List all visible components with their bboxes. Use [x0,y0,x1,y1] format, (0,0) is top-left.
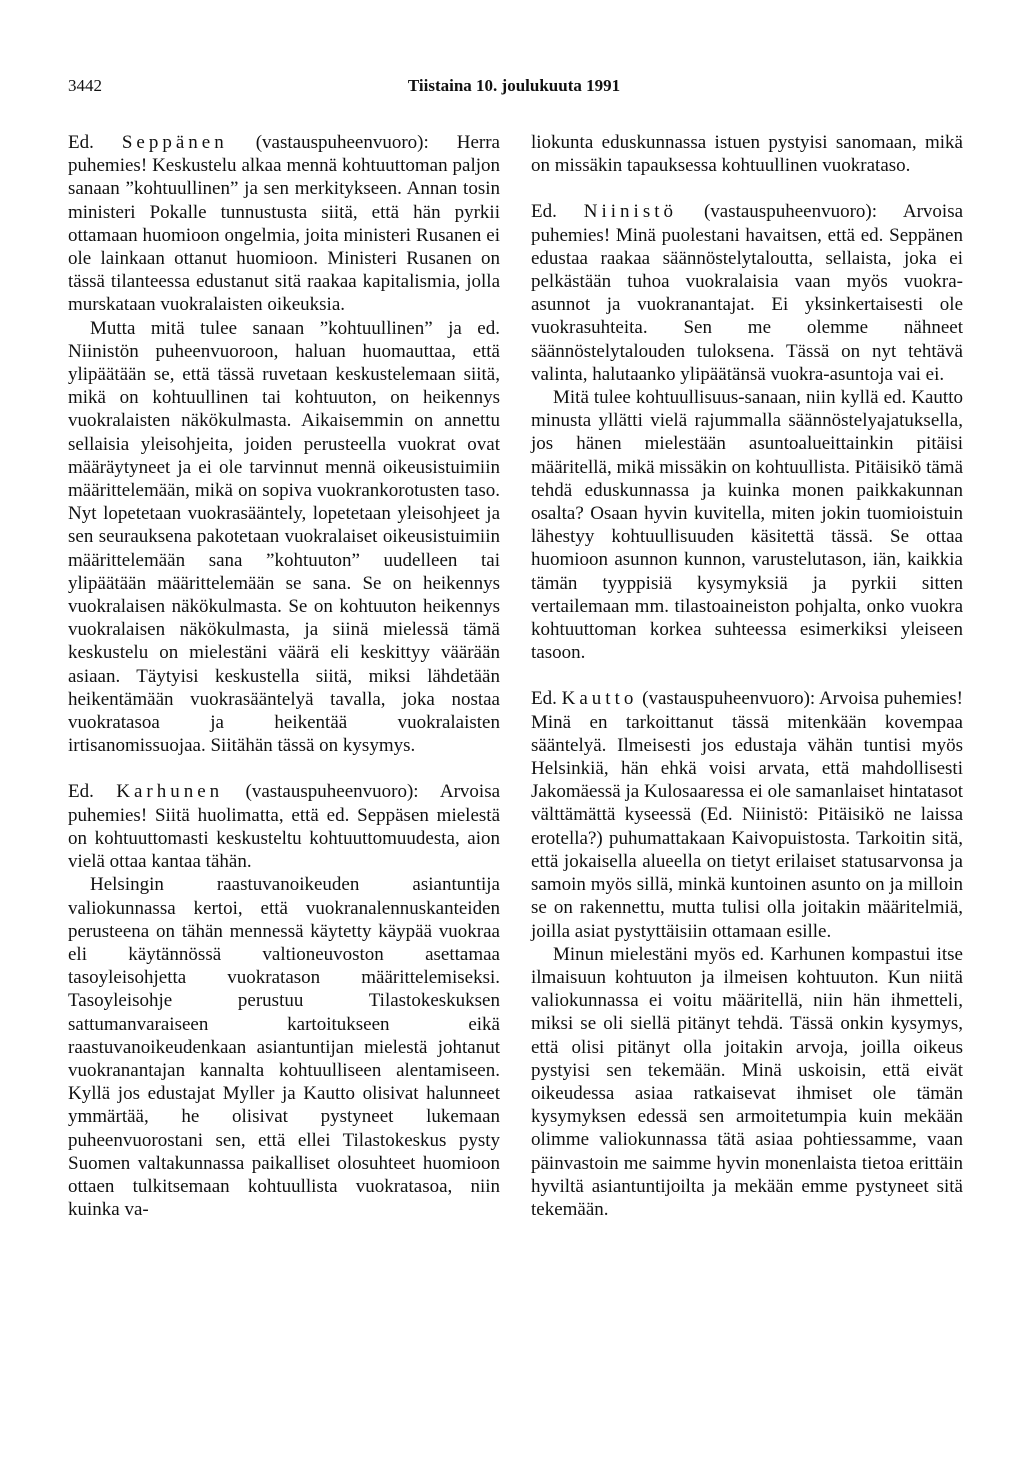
speaker-role: (vastauspuheenvuoro): [642,688,816,710]
body-paragraph: Mitä tulee kohtuullisuus-sanaan, niin kyllä ed. Kautto minusta yllätti vielä rajummalla säännöstelyajatuksella, jos hänen mielestään asuntoalueittainkin pitäisi määritellä, mikä missäkin on kohtuullista. Pitäisikö tämä tehdä eduskunnassa ja kuinka monen paikkakunnan osalta? Osaan hyvin kuvitella, miten jokin tuomioistuin lähestyy kohtuullisuuden käsitettä tässä. Se ottaa huomioon asunnon kunnon, varustelutason, iän, kaikkia tämän tyyppisiä kysymyksiä ja pyrkii sitten vertailemaan mm. tilastoaineiston pohjalta, onko vuokra kohtuuttoman korkea suhteessa esimerkiksi yleiseen tasoon. [531,387,963,664]
body-paragraph: Minun mielestäni myös ed. Karhunen kompastui itse ilmaisuun kohtuuton ja ilmeisen kohtuuton. Kun niitä valiokunnassa ei voitu määritellä, niin hän ihmetteli, miksi se oli siellä pitänyt tehdä. Tässä onkin kysymys, että olisi pitänyt olla joitakin arvoja, joilla oikeus pystyisi sen tekemään. Minä uskoisin, että eivät oikeudessa asiaa ratkaisevat ihmiset ole tämän kysymyksen edessä sen armoitetumpia kuin mekään olimme valiokunnassa tätä asiaa pohtiessamme, vaan päinvastoin me saimme hyvin monenlaista tietoa erittäin hyviltä asiantuntijoilta ja mekään emme pystyneet sitä tekemään. [531,943,963,1220]
page-number: 3442 [68,76,102,95]
speech-paragraph [68,780,500,873]
paragraph-text: Herra puhemies! Keskustelu alkaa mennä kohtuuttoman paljon sanaan ”kohtuullinen” ja sen merkitykseen. Annan tosin ministeri Pokalle tunnustusta siitä, että hän pyrkii ottamaan huomioon ongelmia, joita ministeri Rusanen ei ole lainkaan ottanut huomioon. Ministeri Rusanen on tässä tilanteessa edustanut sitä raakaa kapitalismia, jolla murskataan vuokralaisten oikeuksia. [68,132,500,316]
speech-paragraph [68,131,500,317]
speaker-role: (vastauspuheenvuoro): [245,781,419,803]
speech-paragraph [531,687,963,942]
speaker-name: Niinistö [583,201,678,223]
speech-paragraph [531,200,963,386]
page-header [68,76,960,100]
paragraph-text: Arvoisa puhemies! Siitä huolimatta, että ed. Seppäsen mielestä on kohtuuttomasti keskusteltu kohtuuttomuudesta, aion vielä ottaa kantaa tähän. [68,781,501,873]
running-head-date: Tiistaina 10. joulukuuta 1991 [407,76,621,95]
speaker-role: (vastauspuheenvuoro): [255,132,429,153]
body-paragraph: Mutta mitä tulee sanaan ”kohtuullinen” ja ed. Niinistön puheenvuoroon, haluan huomauttaa, että ylipäätään se, että tässä ruvetaan keskustelemaan siitä, mikä on kohtuullinen tai kohtuuton, on heikennys vuokralaisten näkökulmasta. Aikaisemmin on annettu sellaisia yleisohjeita, joiden perusteella vuokrat ovat määräytyneet ja ei ole tarvinnut mennä oikeusistuimiin määrittelemään, mikä on sopiva vuokrankorotusten taso. Nyt lopetetaan vuokrasääntely, lopetetaan yleisohjeet ja sen seurauksena pakotetaan vuokralaiset oikeusistuimiin määrittelemään sana ”kohtuuton” uudelleen tai ylipäätään määrittelemään se sana. Se on heikennys vuokralaisen näkökulmasta. Se on kohtuuton heikennys vuokralaisen näkökulmasta, ja siinä mielessä tämä keskustelu on mielestäni väärä eli keskittyy väärään asiaan. Täytyisi keskustella siitä, miksi lähdetään heikentämään vuokrasääntelyä tavalla, joka nostaa vuokratasoa ja heikentää vuokralaisten irtisanomissuojaa. Siitähän tässä on kysymys. [68,317,500,757]
speaker-prefix: Ed. [68,132,94,153]
speaker-name: Seppänen [121,132,228,153]
left-column [68,131,500,1221]
paragraph-text: Arvoisa puhemies! Minä en tarkoittanut tässä mitenkään kovempaa sääntelyä. Ilmeisesti jos edustaja vähän tuntisi myös Helsinkiä, hän ehkä voisi arvata, että mahdollisesti Jakomäessä ja Kulosaaressa ei ole samanlaiset hintatasot välttämättä kyseessä (Ed. Niinistö: Pitäisikö ne laissa erotella?) puhumattakaan Kaivopuistosta. Tarkoitin sitä, että jokaisella alueella on tietyt erilaiset statusarvonsa ja samoin myös sillä, minkä kuntoinen asunto on ja milloin se on rakennettu, mutta tulisi olla joitakin määritelmiä, joilla asiat pystyttäisiin ottamaan esille. [531,688,964,942]
speaker-prefix: Ed. [531,688,557,710]
right-column [531,131,963,1221]
paragraph-text: Arvoisa puhemies! Minä puolestani havaitsen, että ed. Seppänen edustaa raakaa säännöstelytaloutta, sellaista, joka ei pelkästään tuhoa vuokralaisia vaan myös vuokra-asunnot ja vuokranantajat. Ei yksinkertaisesti ole vuokrasuhteita. Sen me olemme nähneet säännöstelytalouden tuloksena. Tässä on nyt tehtävä valinta, halutaanko ylipäätänsä vuokra-asuntoja vai ei. [531,201,964,385]
continued-paragraph: liokunta eduskunnassa istuen pystyisi sanomaan, mikä on missäkin tapauksessa kohtuullinen vuokrataso. [531,132,963,177]
speaker-name: Karhunen [116,781,224,803]
speaker-prefix: Ed. [68,781,94,803]
speaker-name: Kautto [561,688,638,710]
body-paragraph: Helsingin raastuvanoikeuden asiantuntija valiokunnassa kertoi, että vuokranalennuskanteiden perusteena on tähän mennessä käytetty käypää vuokraa eli käytännössä valtioneuvoston asettamaa tasoyleisohjetta vuokratason määrittelemiseksi. Tasoyleisohje perustuu Tilastokeskuksen sattumanvaraiseen kartoitukseen eikä raastuvanoikeudenkaan asiantuntijan mielestä johtanut vuokranantajan kannalta kohtuulliseen alentamiseen. Kyllä jos edustajat Myller ja Kautto olisivat halunneet ymmärtää, he olisivat pystyneet lukemaan puheenvuorostani sen, että ellei Tilastokeskus pysty Suomen valtakunnassa paikalliset olosuhteet huomioon ottaen tulkitsemaan kohtuullista vuokratasoa, niin kuinka va- [68,874,500,1221]
speaker-prefix: Ed. [531,201,557,223]
speaker-role: (vastauspuheenvuoro): [703,201,877,223]
